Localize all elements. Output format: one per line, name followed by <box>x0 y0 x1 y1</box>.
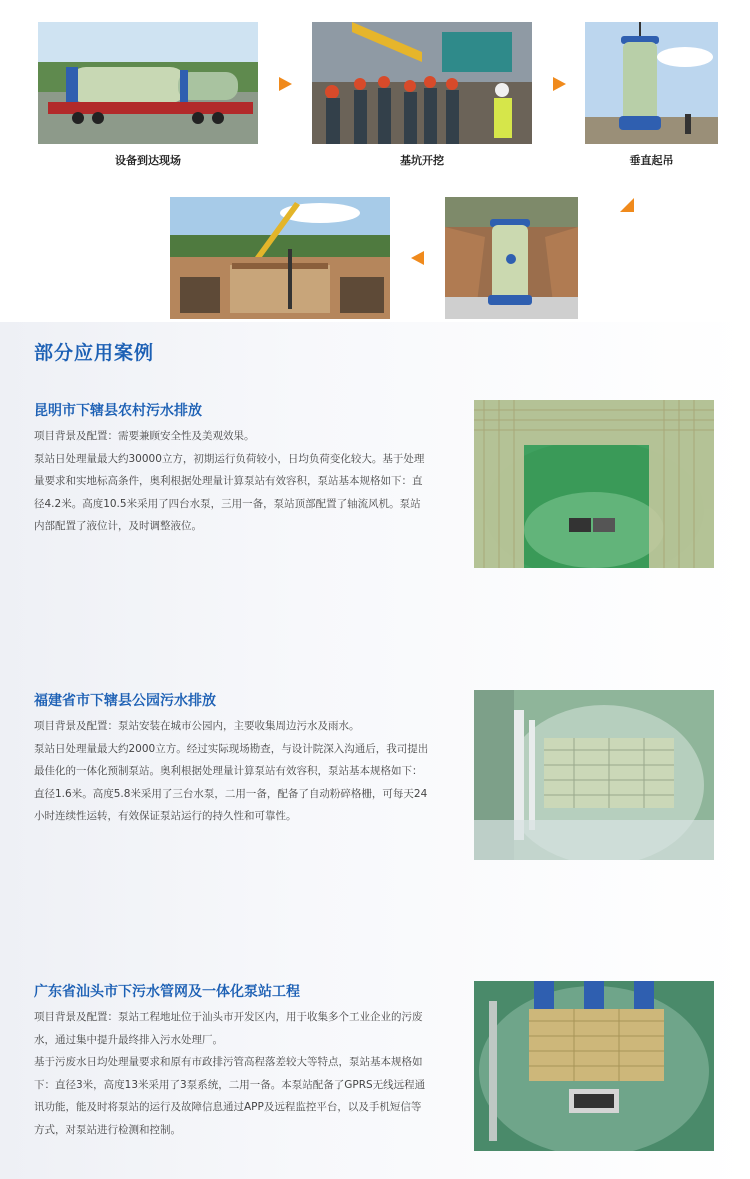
step-2-photo <box>312 22 532 144</box>
case-1-title: 昆明市下辖县农村污水排放 <box>34 403 202 419</box>
case-3-paragraph: 项目背景及配置：泵站工程地址位于汕头市开发区内，用于收集多个工业企业的污废水，通过集中提升最终排入污水处理厂。 <box>34 1011 423 1046</box>
arrow-right-icon <box>551 76 567 92</box>
arrow-left-icon <box>410 250 426 266</box>
arrow-right-icon <box>277 76 293 92</box>
case-1-paragraph: 泵站日处理量最大约30000立方，初期运行负荷较小，日均负荷变化较大。基于处理量要求和实地标高条件，奥利根据处理量计算泵站有效容积，泵站基本规格如下：直径4.2米。高度10.5米采用了四台水泵，三用一备，泵站顶部配置了轴流风机。泵站内部配置了液位计，及时调整液位。 <box>34 452 425 532</box>
case-2-title: 福建省市下辖县公园污水排放 <box>34 693 216 709</box>
case-2-paragraph: 项目背景及配置：泵站安装在城市公园内，主要收集周边污水及雨水。 <box>34 720 360 732</box>
case-1-paragraph: 项目背景及配置：需要兼顾安全性及美观效果。 <box>34 430 255 442</box>
case-2-photo <box>474 690 714 860</box>
section-title: 部分应用案例 <box>34 342 155 364</box>
arrow-down-left-icon <box>619 197 635 213</box>
step-1-photo <box>38 22 258 144</box>
step-4-photo <box>445 197 578 319</box>
case-2-body <box>34 715 429 828</box>
case-3-title: 广东省汕头市下污水管网及一体化泵站工程 <box>34 984 300 1000</box>
case-1-photo <box>474 400 714 568</box>
step-2-caption: 基坑开挖 <box>400 154 444 167</box>
case-3-photo <box>474 981 714 1151</box>
case-3-body <box>34 1006 429 1141</box>
case-2-paragraph: 泵站日处理量最大约2000立方。经过实际现场勘查，与设计院深入沟通后，我司提出最佳化的一体化预制泵站。奥利根据处理量计算泵站有效容积，泵站基本规格如下：直径1.6米。高度5.8米采用了三台水泵，二用一备，配备了自动粉碎格栅，可每天24小时连续性运转，有效保证泵站运行的持久性和可靠性。 <box>34 742 429 822</box>
step-1-caption: 设备到达现场 <box>115 154 181 167</box>
step-3-caption: 垂直起吊 <box>629 154 674 167</box>
step-5-photo <box>170 197 390 319</box>
case-3-paragraph: 基于污废水日均处理量要求和原有市政排污管高程落差较大等特点，泵站基本规格如下：直径3米，高度13米采用了3泵系统，二用一备。本泵站配备了GPRS无线远程通讯功能，能及时将泵站的运行及故障信息通过APP及远程监控平台，以及手机短信等方式，对泵站进行检测和控制。 <box>34 1056 426 1136</box>
step-3-photo <box>585 22 718 144</box>
case-1-body <box>34 425 429 538</box>
